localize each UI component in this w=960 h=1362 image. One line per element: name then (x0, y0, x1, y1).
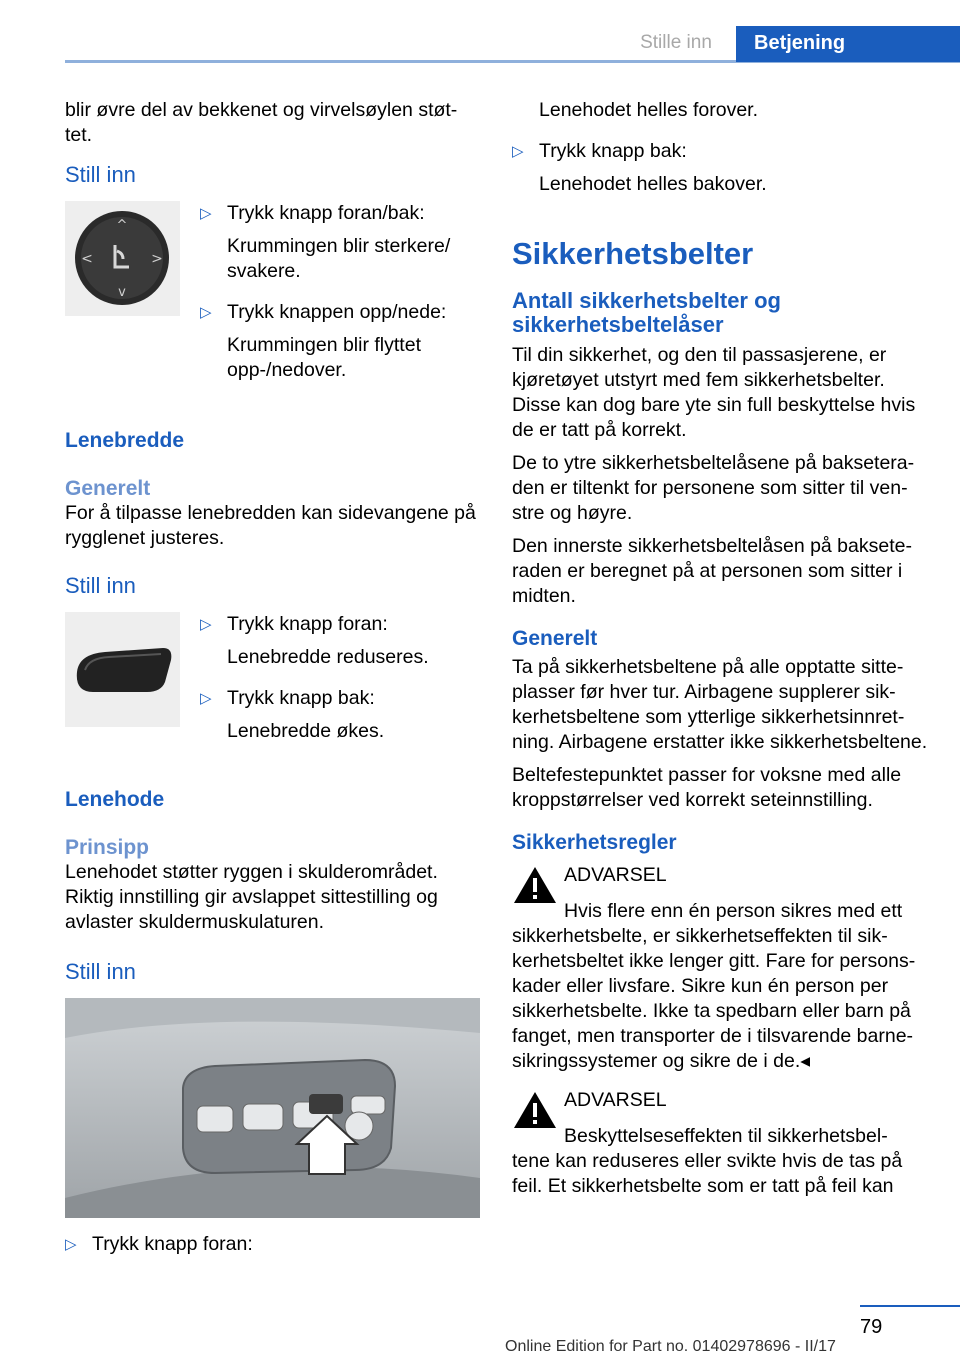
generelt-p1: Ta på sikkerhetsbeltene på alle opptatte sitte- plasser før hver tur. Airbagene supplerer sik- kerhetsbeltene som ytterlige sikkerhetsinnret- ning. Airbagene erstatter ikke sikkerhetsbeltene. (512, 656, 928, 753)
lenehode-heading: Lenehode (65, 788, 165, 811)
bullet-triangle-icon: ▷ (200, 205, 212, 222)
header-chapter-tab: Betjening (736, 26, 960, 62)
left-column (65, 98, 480, 1273)
width-steps (65, 612, 480, 760)
still-inn-heading-2: Still inn (65, 573, 136, 598)
list-item (200, 201, 480, 292)
warning-title: ADVARSEL (564, 864, 667, 886)
antall-p3: Den innerste sikkerhetsbeltelåsen på baksete- raden er beregnet på at personen som sitter i midten. (512, 535, 912, 607)
item-title: Trykk knapp bak: (227, 687, 375, 709)
lenebredde-heading: Lenebredde (65, 429, 185, 452)
item-text: Krummingen blir flyttet opp-/nedover. (227, 334, 421, 381)
list-item (200, 300, 480, 391)
bullet-triangle-icon: ▷ (200, 690, 212, 707)
antall-heading: Antall sikkerhetsbelter og sikkerhetsbeltelåser (512, 288, 781, 337)
warning-block-1 (512, 863, 930, 1074)
warning-text: Hvis flere enn én person sikres med ett sikkerhetsbelte, er sikkerhetseffekten til sik- kerhetsbeltet ikke lenger gitt. Fare for persons- kader eller livsfare. Sikre kun én person per sikkerhetsbelte. Ikke ta spedbarn eller barn på fanget, men transporter de i tilsvarende barne- sikringssystemer og sikre de i de.◂ (512, 900, 916, 1072)
width-control-image (65, 612, 180, 727)
item-title: Trykk knapp bak: (539, 140, 687, 162)
antall-p1: Til din sikkerhet, og den til passasjerene, er kjøretøyet utstyrt med fem sikkerhetsbelter. Disse kan dog bare yte sin full beskyttelse hvis de er tatt på korrekt. (512, 344, 916, 441)
item-text: Lenebredde økes. (227, 720, 385, 742)
svg-text:>: > (151, 251, 163, 267)
section-title: Sikkerhetsbelter (512, 236, 754, 271)
lumbar-list (200, 201, 480, 399)
item-text: Lenehodet helles forover. (539, 99, 758, 121)
intro-text: blir øvre del av bekkenet og virvelsøylen støt- tet. (65, 99, 458, 146)
item-text: Lenehodet helles bakover. (539, 173, 767, 195)
generelt-heading: Generelt (512, 627, 598, 650)
bullet-triangle-icon: ▷ (65, 1236, 77, 1253)
bullet-triangle-icon: ▷ (200, 616, 212, 633)
warning-triangle-icon (512, 1090, 560, 1130)
continued-item (512, 98, 930, 131)
header-section: Stille inn (618, 28, 734, 60)
svg-text:v: v (118, 285, 126, 300)
item-title: Trykk knapp foran: (227, 613, 388, 635)
item-text: Lenebredde reduseres. (227, 646, 429, 668)
still-inn-heading-1: Still inn (65, 162, 136, 187)
list-item (512, 139, 930, 205)
page-number: 79 (860, 1316, 883, 1338)
still-inn-heading-3: Still inn (65, 959, 136, 984)
prinsipp-subheading: Prinsipp (65, 836, 150, 859)
warning-text: Beskyttelseseffekten til sikkerhetsbel- tene kan reduseres eller svikte hvis de tas på feil. Et sikkerhetsbelte som er tatt på feil kan (512, 1125, 903, 1197)
warning-triangle-icon (512, 865, 560, 905)
list-item (65, 1232, 480, 1265)
lumbar-control-image (65, 201, 180, 316)
svg-text:<: < (81, 251, 93, 267)
bullet-triangle-icon: ▷ (200, 304, 212, 321)
list-item (200, 686, 480, 752)
list-item (200, 612, 480, 678)
width-list (200, 612, 480, 760)
regler-heading: Sikkerhetsregler (512, 831, 677, 854)
right-column (512, 98, 930, 1207)
item-title: Trykk knapp foran/bak: (227, 202, 425, 224)
item-text: Krummingen blir sterkere/ svakere. (227, 235, 451, 282)
svg-text:^: ^ (116, 218, 128, 233)
warning-title: ADVARSEL (564, 1089, 667, 1111)
item-title: Trykk knappen opp/nede: (227, 301, 447, 323)
edition-note: Online Edition for Part no. 01402978696 - II/17 (505, 1338, 836, 1355)
generelt-subheading: Generelt (65, 477, 151, 500)
lenebredde-text: For å tilpasse lenebredden kan sidevangene på rygglenet justeres. (65, 502, 476, 549)
generelt-p2: Beltefestepunktet passer for voksne med alle kroppstørrelser ved korrekt seteinnstilling. (512, 764, 902, 811)
footer-rule (860, 1305, 960, 1307)
lumbar-steps (65, 201, 480, 399)
antall-p2: De to ytre sikkerhetsbeltelåsene på baksetera- den er tiltenkt for personene som sitter til ven- stre og høyre. (512, 452, 915, 524)
warning-block-2 (512, 1088, 930, 1199)
item-title: Trykk knapp foran: (92, 1233, 253, 1255)
lenehode-text: Lenehodet støtter ryggen i skulderområdet. Riktig innstilling gir avslappet sittestilling og avlaster skuldermuskulaturen. (65, 861, 438, 933)
seat-control-image (65, 998, 480, 1218)
bullet-triangle-icon: ▷ (512, 143, 524, 160)
